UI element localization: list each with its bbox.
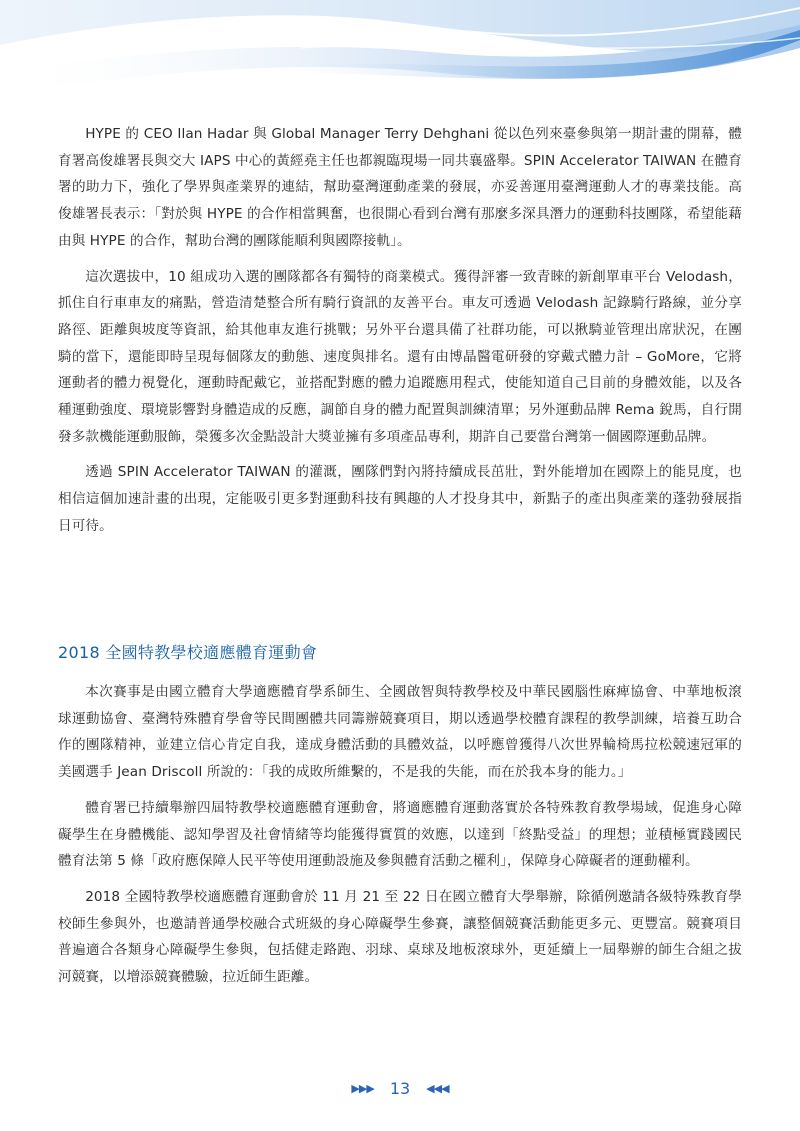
right-arrows-icon: ▶▶▶ <box>351 1081 374 1095</box>
paragraph: 體育署已持續舉辦四屆特教學校適應體育運動會，將適應體育運動落實於各特殊教育教學場域，促進身心障礙學生在身體機能、認知學習及社會情緒等均能獲得實質的效應，以達到「終點受益」的理想；並積極實踐國民體育法第 5 條「政府應保障人民平等使用運動設施及參與體育活動之權利」，保障身心障礙者的運動權利。 <box>58 799 742 870</box>
page-footer <box>0 1076 800 1100</box>
section-special-education-games <box>58 679 742 991</box>
header-wave-decoration <box>0 0 800 130</box>
paragraph: 本次賽事是由國立體育大學適應體育學系師生、全國啟智與特教學校及中華民國腦性麻痺協會、中華地板滾球運動協會、臺灣特殊體育學會等民間團體共同籌辦競賽項目，期以透過學校體育課程的教學訓練，培養互助合作的團隊精神，並建立信心肯定自我，達成身體活動的具體效益，以呼應曾獲得八次世界輪椅馬拉松競速冠軍的美國選手 Jean Driscoll 所說的：「我的成敗所維繫的，不是我的失能，而在於我本身的能力。」 <box>58 684 742 781</box>
paragraph: 2018 全國特教學校適應體育運動會於 11 月 21 至 22 日在國立體育大學舉辦，除循例邀請各級特殊教育學校師生參與外，也邀請普通學校融合式班級的身心障礙學生參賽，讓整個競賽活動能更多元、更豐富。競賽項目普遍適合各類身心障礙學生參與，包括健走路跑、羽球、桌球及地板滾球外，更延續上一屆舉辦的師生合組之拔河競賽，以增添競賽體驗，拉近師生距離。 <box>58 888 742 986</box>
paragraph: HYPE 的 CEO Ilan Hadar 與 Global Manager Terry Dehghani 從以色列來臺參與第一期計畫的開幕，體育署高俊雄署長與交大 IAPS 中心的黃經堯主任也都親臨現場一同共襄盛舉。SPIN Accelerator TAIWAN 在體育署的助力下，強化了學界與產業界的連結，幫助臺灣運動產業的發展，亦妥善運用臺灣運動人才的專業技能。高俊雄署長表示：「對於與 HYPE 的合作相當興奮，也很開心看到台灣有那麼多深具潛力的運動科技團隊，希望能藉由與 HYPE 的合作，幫助台灣的團隊能順利與國際接軌」。 <box>58 126 742 249</box>
page-number: 13 <box>389 1078 411 1098</box>
section-heading: 2018 全國特教學校適應體育運動會 <box>58 643 318 662</box>
section-sports-tech-accelerator <box>58 121 742 540</box>
paragraph: 這次選拔中，10 組成功入選的團隊都各有獨特的商業模式。獲得評審一致青睞的新創單車平台 Velodash，抓住自行車車友的痛點，營造清楚整合所有騎行資訊的友善平台。車友可透過 Velodash 記錄騎行路線，並分享路徑、距離與坡度等資訊，給其他車友進行挑戰；另外平台還具備了社群功能，可以揪騎並管理出席狀況，在團騎的當下，還能即時呈現每個隊友的動態、速度與排名。還有由博晶醫電研發的穿戴式體力計 – GoMore，它將運動者的體力視覺化，運動時配戴它，並搭配對應的體力追蹤應用程式，使能知道自己目前的身體效能，以及各種運動強度、環境影響對身體造成的反應，調節自身的體力配置與訓練清單；另外運動品牌 Rema 銳馬，自行開發多款機能運動服飾，榮獲多次金點設計大獎並擁有多項產品專利，期許自己要當台灣第一個國際運動品牌。 <box>58 268 742 445</box>
left-arrows-icon: ◀◀◀ <box>426 1081 449 1095</box>
paragraph: 透過 SPIN Accelerator TAIWAN 的灌溉，團隊們對內將持續成長茁壯，對外能增加在國際上的能見度，也相信這個加速計畫的出現，定能吸引更多對運動科技有興趣的人才投身其中，新點子的產出與產業的蓬勃發展指日可待。 <box>58 464 742 534</box>
